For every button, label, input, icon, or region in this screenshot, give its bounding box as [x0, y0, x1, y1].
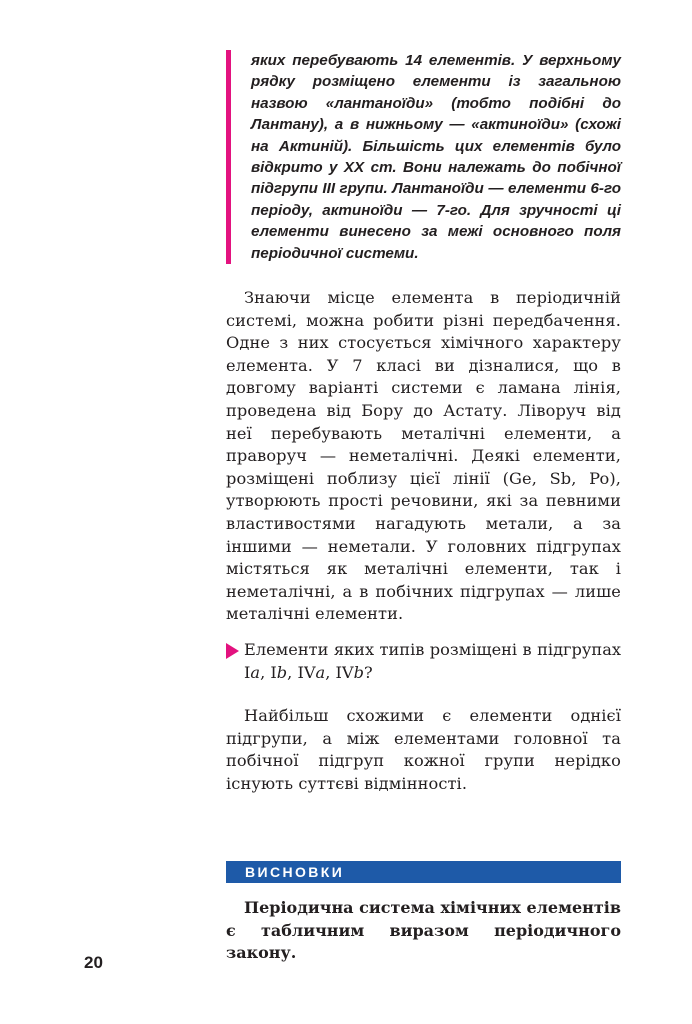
conclusions-text: Періодична система хімічних елементів є табличним виразом періодичного закону.: [226, 898, 621, 963]
sidebar-note-text: яких перебувають 14 елементів. У верхньому рядку розміщено елементи із загальною назвою «лантаноїди» (тобто подібні до Лантану), а в нижньому — «актиноїди» (схожі на Актиній). Більшість цих елементів було відкрито у XX ст. Вони належать до побічної підгрупи III групи. Лантаноїди — елементи 6-го періоду, актиноїди — 7-го. Для зручності ці елементи винесено за межі основного поля періодичної системи.: [251, 52, 621, 262]
conclusions-heading: ВИСНОВКИ: [226, 861, 621, 883]
page-number: 20: [84, 953, 103, 972]
body-paragraph-similarity: Найбільш схожими є елементи однієї підгрупи, а між елементами головної та побічної підгруп кожної групи нерідко існують суттєві відмінності.: [226, 706, 621, 793]
question-text: Елементи яких типів розміщені в підгрупах Ia, Ib, IVa, IVb?: [244, 640, 621, 682]
question-triangle-icon: [226, 643, 239, 659]
body-paragraph-metals: Знаючи місце елемента в періодичній системі, можна робити різні передбачення. Одне з них стосується хімічного характеру елемента. У 7 класі ви дізналися, що в довгому варіанті системи є ламана лінія, проведена від Бору до Астату. Ліворуч від неї перебувають металічні елементи, а праворуч — неметалічні. Деякі елементи, розміщені поблизу цієї лінії (Ge, Sb, Po), утворюють прості речовини, які за певними властивостями нагадують метали, а за іншими — неметали. У головних підгрупах містяться як металічні елементи, так і неметалічні, а в побічних підгрупах — лише металічні елементи.: [226, 288, 621, 624]
sidebar-note: [226, 50, 621, 264]
